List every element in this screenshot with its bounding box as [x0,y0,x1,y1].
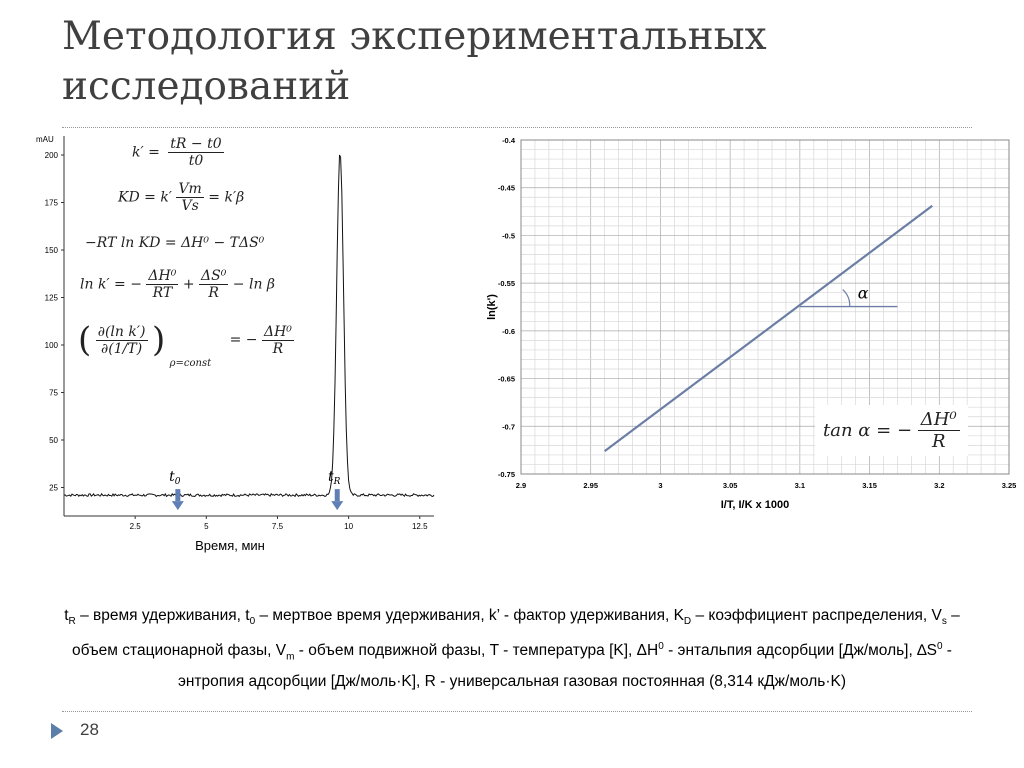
page-number: 28 [80,720,99,739]
marker-tR-arrow-head [331,501,343,510]
y-tick-label: 125 [44,293,58,303]
y-axis-label: ln(k') [486,294,498,320]
x-tick-label: 3 [658,481,663,490]
marker-tR-symbol: t [328,469,334,486]
nav-arrow-icon[interactable] [50,722,64,740]
x-tick-label: 10 [344,522,354,531]
y-tick-label: 200 [44,151,58,160]
x-tick-label: 3.1 [794,481,806,490]
formula-retention-factor: k′ = $\frac{tR - t0}{t0}$ [132,136,222,169]
x-tick-label: 7.5 [271,522,284,531]
slide-title: Методология экспериментальных исследований [62,14,767,109]
marker-t0-symbol: t [169,469,175,486]
x-tick-label: 2.95 [583,481,599,490]
x-tick-label: 3.2 [934,481,945,490]
y-tick-label: -0.4 [502,136,515,145]
vant-hoff-chart [486,128,1017,518]
angle-alpha-label: α [857,283,869,303]
y-tick-label: 150 [44,246,58,255]
marker-t0-subscript: 0 [174,477,181,488]
y-tick-label: -0.55 [497,279,515,289]
x-axis-label: I/T, I/K x 1000 [720,499,790,511]
y-tick-label: -0.75 [497,470,515,479]
x-tick-label: 3.25 [1001,481,1017,490]
x-axis-label: Время, мин [195,538,265,553]
y-tick-label: -0.65 [497,374,515,384]
footer-divider [62,711,972,712]
marker-t0-arrow-head [172,501,184,510]
y-tick-label: -0.7 [502,422,515,432]
formula-gibbs: −RT ln KD = ΔH⁰ − TΔS⁰ [85,235,265,251]
legend-caption: $t_R$ – время удерживания, $t_0$ – мертвое время удерживания, k’ - фактор удерживания, $K_D$ – коэффициент распределения, $V_s$ – объем стационарной фазы, $V_m$ - объем подвижной фазы, T - температура [K], $\Delta H^0$ - энтальпия адсорбции [Дж/моль], $\Delta S^0$ - энтропия адсорбции [Дж/моль·K], R - универсальная газовая постоянная (8,314 кДж/моль·K) [64,607,960,691]
marker-t0-label [169,469,181,487]
marker-tR-label [328,469,341,487]
formula-derivative: ( $\frac{\text{∂(ln k′)}}{\partial(1/T)}$ ) $_{\rho=const}$ = − $\frac{\text{ΔH⁰}}{R}$ [78,320,292,369]
x-tick-label: 3.15 [862,481,877,490]
formula-distribution-coefficient: KD = k′ $\frac{Vm}{Vs}$ = k′β [118,181,245,214]
y-tick-label: 100 [44,341,58,350]
marker-tR-arrow-stem [335,489,340,501]
y-unit-label: mAU [36,135,54,144]
y-tick-label: -0.45 [497,183,515,193]
marker-t0-arrow-stem [175,489,180,501]
x-tick-label: 12.5 [411,522,428,531]
marker-tR-subscript: R [333,477,341,488]
y-tick-label: -0.5 [502,231,515,241]
x-tick-label: 2.9 [515,481,527,490]
y-tick-label: -0.6 [502,326,515,336]
formula-tan-alpha: tan α = − $\frac{\text{ΔH⁰}}{R}$ [815,405,968,456]
y-tick-label: 50 [49,436,58,445]
x-tick-label: 5 [204,522,209,531]
x-tick-label: 3.05 [722,481,738,490]
chromatogram-markers [169,469,343,510]
angle-arc [843,290,850,307]
y-tick-label: 25 [49,483,58,493]
y-tick-label: 75 [49,388,58,398]
y-tick-label: 175 [44,198,58,208]
formula-van-t-hoff: ln k′ = − $\frac{\text{ΔH⁰}}{RT}$ + $\frac{\text{ΔS⁰}}{R}$ − ln β [80,268,275,301]
x-tick-label: 2.5 [129,522,141,531]
